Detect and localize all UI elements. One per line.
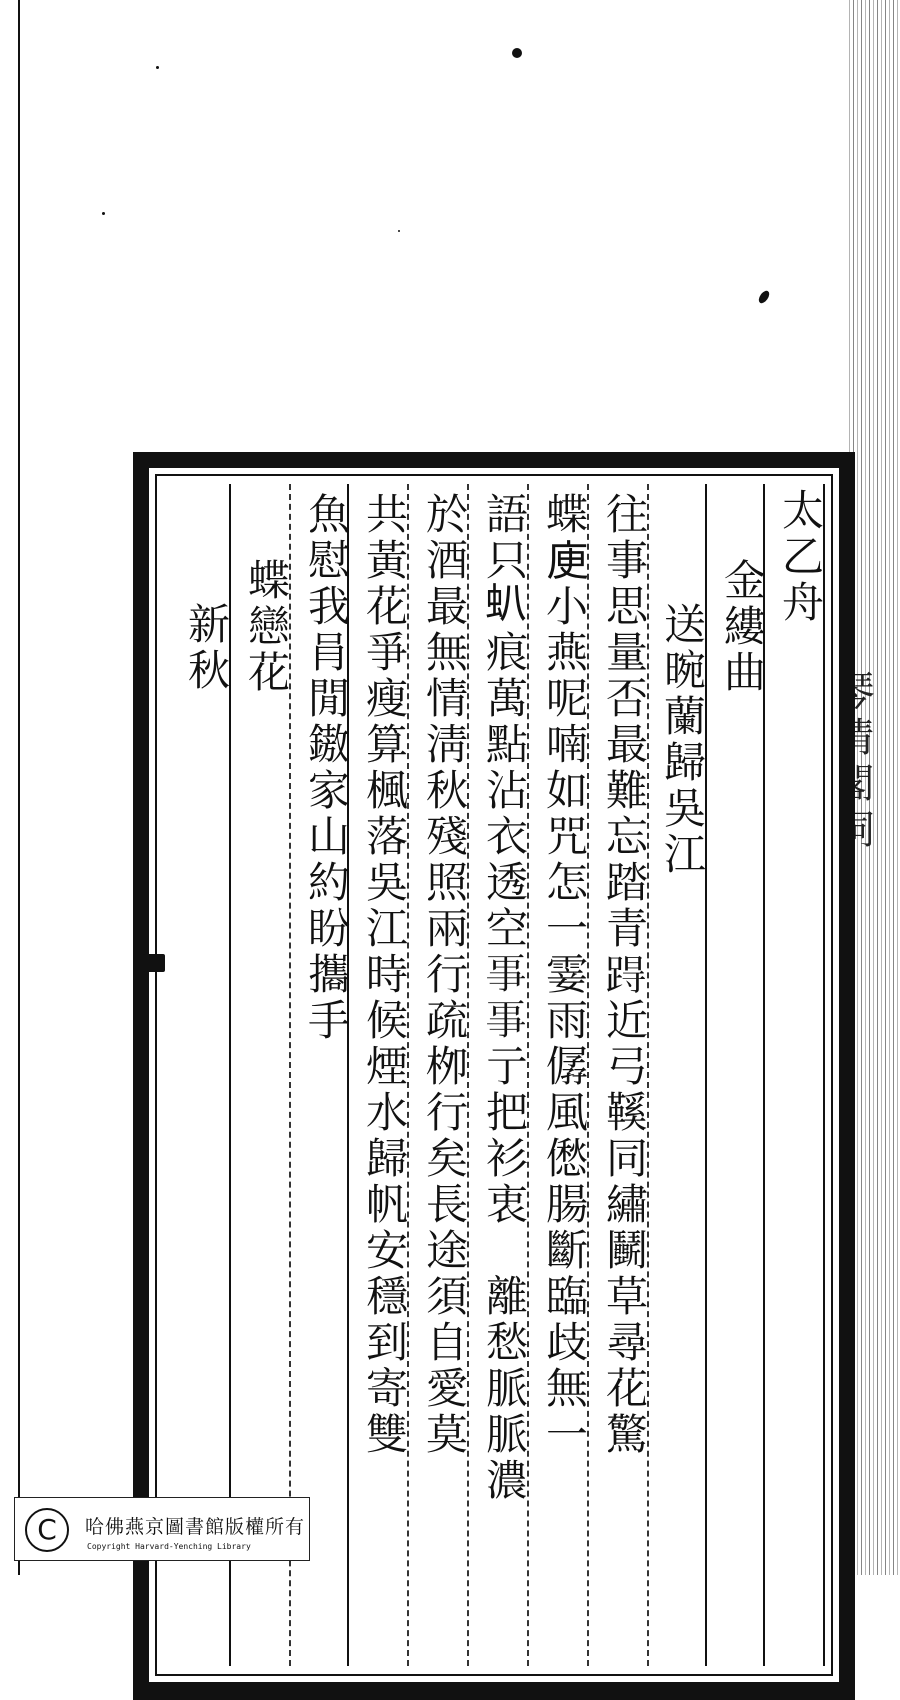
poem-line: 語只𧈢痕萬點沾衣透空𠄙𠄙亍把衫衷 離愁脈脈濃	[480, 492, 529, 1504]
copyright-chinese: 哈佛燕京圖書館版權所有	[85, 1516, 306, 1538]
tune-title: 金縷曲	[718, 558, 767, 696]
tune-title: 蝶戀花	[242, 558, 291, 696]
poem-subtitle: 送晼蘭歸吳江	[658, 602, 707, 878]
poem-line: 往事思量否最難忘踏青𨁽近弓鞵同繡鬭草尋花驚	[600, 492, 649, 1458]
poem-line: 蝶𢈔小燕呢喃如咒怎一霎雨僝風僽腸斷臨歧無一	[540, 492, 589, 1458]
collection-title: 太乙舟	[776, 488, 825, 626]
ink-speck	[398, 230, 400, 232]
poem-line: 魚慰我肙閒𨫼家山約盼攜手	[302, 492, 351, 1044]
copyright-stamp	[14, 1497, 310, 1561]
copyright-english: Copyright Harvard-Yenching Library	[87, 1542, 251, 1551]
page-left-edge	[18, 0, 20, 1575]
ink-speck	[757, 289, 772, 305]
poem-line: 共黃花爭瘦算楓落吳江時候煙水歸帆安穩到寄雙	[360, 492, 409, 1458]
ink-speck	[512, 48, 522, 58]
copyright-icon: C	[25, 1508, 69, 1552]
poem-subtitle: 新秋	[182, 602, 231, 694]
ink-speck	[102, 212, 105, 215]
column-divider	[823, 484, 825, 1666]
poem-line: 於酒最無情淸秋殘照兩行疏栁行矣長途須自愛莫	[420, 492, 469, 1458]
ink-speck	[156, 66, 159, 69]
frame-tab	[143, 954, 165, 972]
